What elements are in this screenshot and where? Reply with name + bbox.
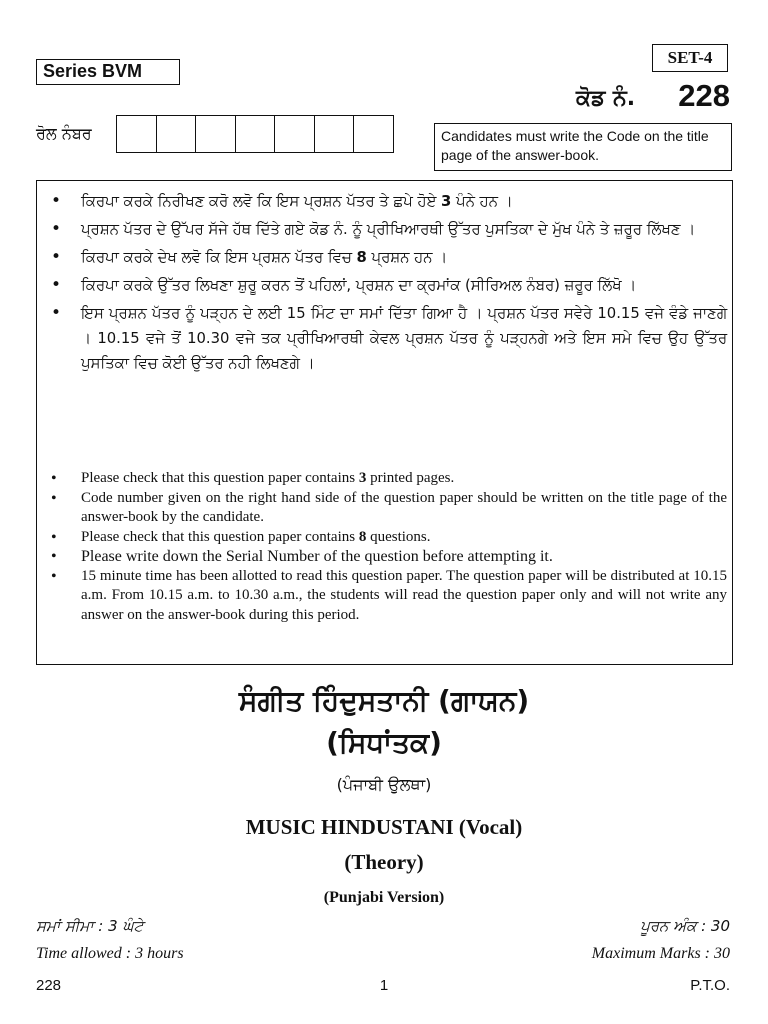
code-value: 228 xyxy=(678,78,730,113)
instruction-item: • Please check that this question paper contains 8 questions. xyxy=(47,528,727,548)
code-number xyxy=(560,78,730,118)
roll-digit-box[interactable] xyxy=(117,115,157,153)
instruction-item: • ਪ੍ਰਸ਼ਨ ਪੱਤਰ ਦੇ ਉੱਪਰ ਸੱਜੇ ਹੱਥ ਦਿੱਤੇ ਗਏ ਕੋਡ ਨੰ. ਨੂੰ ਪ੍ਰੀਖਿਆਰਥੀ ਉੱਤਰ ਪੁਸਤਿਕਾ ਦੇ ਮੁੱਖ ਪੰਨੇ ਤੇ ਜ਼ਰੂਰ ਲਿੱਖਣ । xyxy=(47,217,727,242)
pto-label: P.T.O. xyxy=(690,977,730,994)
time-allowed-punjabi: ਸਮਾਂ ਸੀਮਾ : 3 ਘੰਟੇ xyxy=(36,917,144,935)
roll-digit-box[interactable] xyxy=(236,115,276,153)
roll-digit-box[interactable] xyxy=(196,115,236,153)
set-label: SET-4 xyxy=(652,44,728,72)
instruction-item: • Please write down the Serial Number of the question before attempting it. xyxy=(47,547,727,567)
roll-digit-box[interactable] xyxy=(275,115,315,153)
instruction-item: • ਕਿਰਪਾ ਕਰਕੇ ਨਿਰੀਖਣ ਕਰੋ ਲਵੋ ਕਿ ਇਸ ਪ੍ਰਸ਼ਨ ਪੱਤਰ ਤੇ ਛਪੇ ਹੋਏ 3 ਪੰਨੇ ਹਨ । xyxy=(47,189,727,214)
roll-digit-box[interactable] xyxy=(315,115,355,153)
instruction-item: • Code number given on the right hand side of the question paper should be written on the title page of the answer-book by the candidate. xyxy=(47,489,727,528)
instruction-item: • Please check that this question paper contains 3 printed pages. xyxy=(47,469,727,489)
roll-digit-box[interactable] xyxy=(354,115,394,153)
roll-digit-box[interactable] xyxy=(157,115,197,153)
subtitle-english: (Theory) xyxy=(344,850,424,874)
page-number: 1 xyxy=(379,977,389,994)
version-english: (Punjabi Version) xyxy=(323,889,445,906)
instruction-item: • 15 minute time has been allotted to read this question paper. The question paper will be distributed at 10.15 a.m. From 10.15 a.m. to 10.30 a.m., the students will read the question paper only and will not write any answer on the answer-book during this period. xyxy=(47,567,727,626)
instruction-item: • ਕਿਰਪਾ ਕਰਕੇ ਦੇਖ ਲਵੋ ਕਿ ਇਸ ਪ੍ਰਸ਼ਨ ਪੱਤਰ ਵਿਚ 8 ਪ੍ਰਸ਼ਨ ਹਨ । xyxy=(47,245,727,270)
max-marks-punjabi: ਪੂਰਨ ਅੰਕ : 30 xyxy=(640,917,730,935)
roll-number-boxes xyxy=(116,115,394,153)
title-english: MUSIC HINDUSTANI (Vocal) xyxy=(245,815,523,839)
instruction-item: • ਇਸ ਪ੍ਰਸ਼ਨ ਪੱਤਰ ਨੂੰ ਪੜ੍ਹਨ ਦੇ ਲਈ 15 ਮਿੰਟ ਦਾ ਸਮਾਂ ਦਿੱਤਾ ਗਿਆ ਹੈ । ਪ੍ਰਸ਼ਨ ਪੱਤਰ ਸਵੇਰੇ 10.15 ਵਜੇ ਵੰਡੇ ਜਾਣਗੇ । 10.15 ਵਜੇ ਤੋਂ 10.30 ਵਜੇ ਤਕ ਪ੍ਰੀਖਿਆਰਥੀ ਕੇਵਲ ਪ੍ਰਸ਼ਨ ਪੱਤਰ ਨੂੰ ਪੜ੍ਹਨਗੇ ਅਤੇ ਇਸ ਸਮੇ ਵਿਚ ਉਹ ਉੱਤਰ ਪੁਸਤਿਕਾ ਵਿਚ ਕੋਈ ਉੱਤਰ ਨਹੀ ਲਿਖਣਗੇ । xyxy=(47,301,727,376)
subtitle-punjabi: (ਸਿਧਾਂਤਕ) xyxy=(326,726,442,759)
instructions-punjabi xyxy=(47,189,727,379)
footer-code: 228 xyxy=(36,977,62,994)
max-marks-english: Maximum Marks : 30 xyxy=(591,945,730,962)
roll-number-label: ਰੋਲ ਨੰਬਰ xyxy=(36,124,92,143)
code-label: ਕੋਡ ਨੰ. xyxy=(576,86,636,111)
title-punjabi: ਸੰਗੀਤ ਹਿੰਦੁਸਤਾਨੀ (ਗਾਯਨ) xyxy=(238,684,530,717)
instruction-item: • ਕਿਰਪਾ ਕਰਕੇ ਉੱਤਰ ਲਿਖਣਾ ਸ਼ੁਰੂ ਕਰਨ ਤੋਂ ਪਹਿਲਾਂ, ਪ੍ਰਸ਼ਨ ਦਾ ਕ੍ਰਮਾਂਕ (ਸੀਰਿਅਲ ਨੰਬਰ) ਜ਼ਰੂਰ ਲਿੱਖੋ । xyxy=(47,273,727,298)
version-punjabi: (ਪੰਜਾਬੀ ਉਲਥਾ) xyxy=(336,775,432,794)
time-allowed-english: Time allowed : 3 hours xyxy=(36,945,184,962)
instructions-english xyxy=(47,469,727,625)
instructions-box xyxy=(36,180,733,665)
series-label: Series BVM xyxy=(36,59,180,85)
candidates-note: Candidates must write the Code on the title page of the answer-book. xyxy=(434,123,732,171)
